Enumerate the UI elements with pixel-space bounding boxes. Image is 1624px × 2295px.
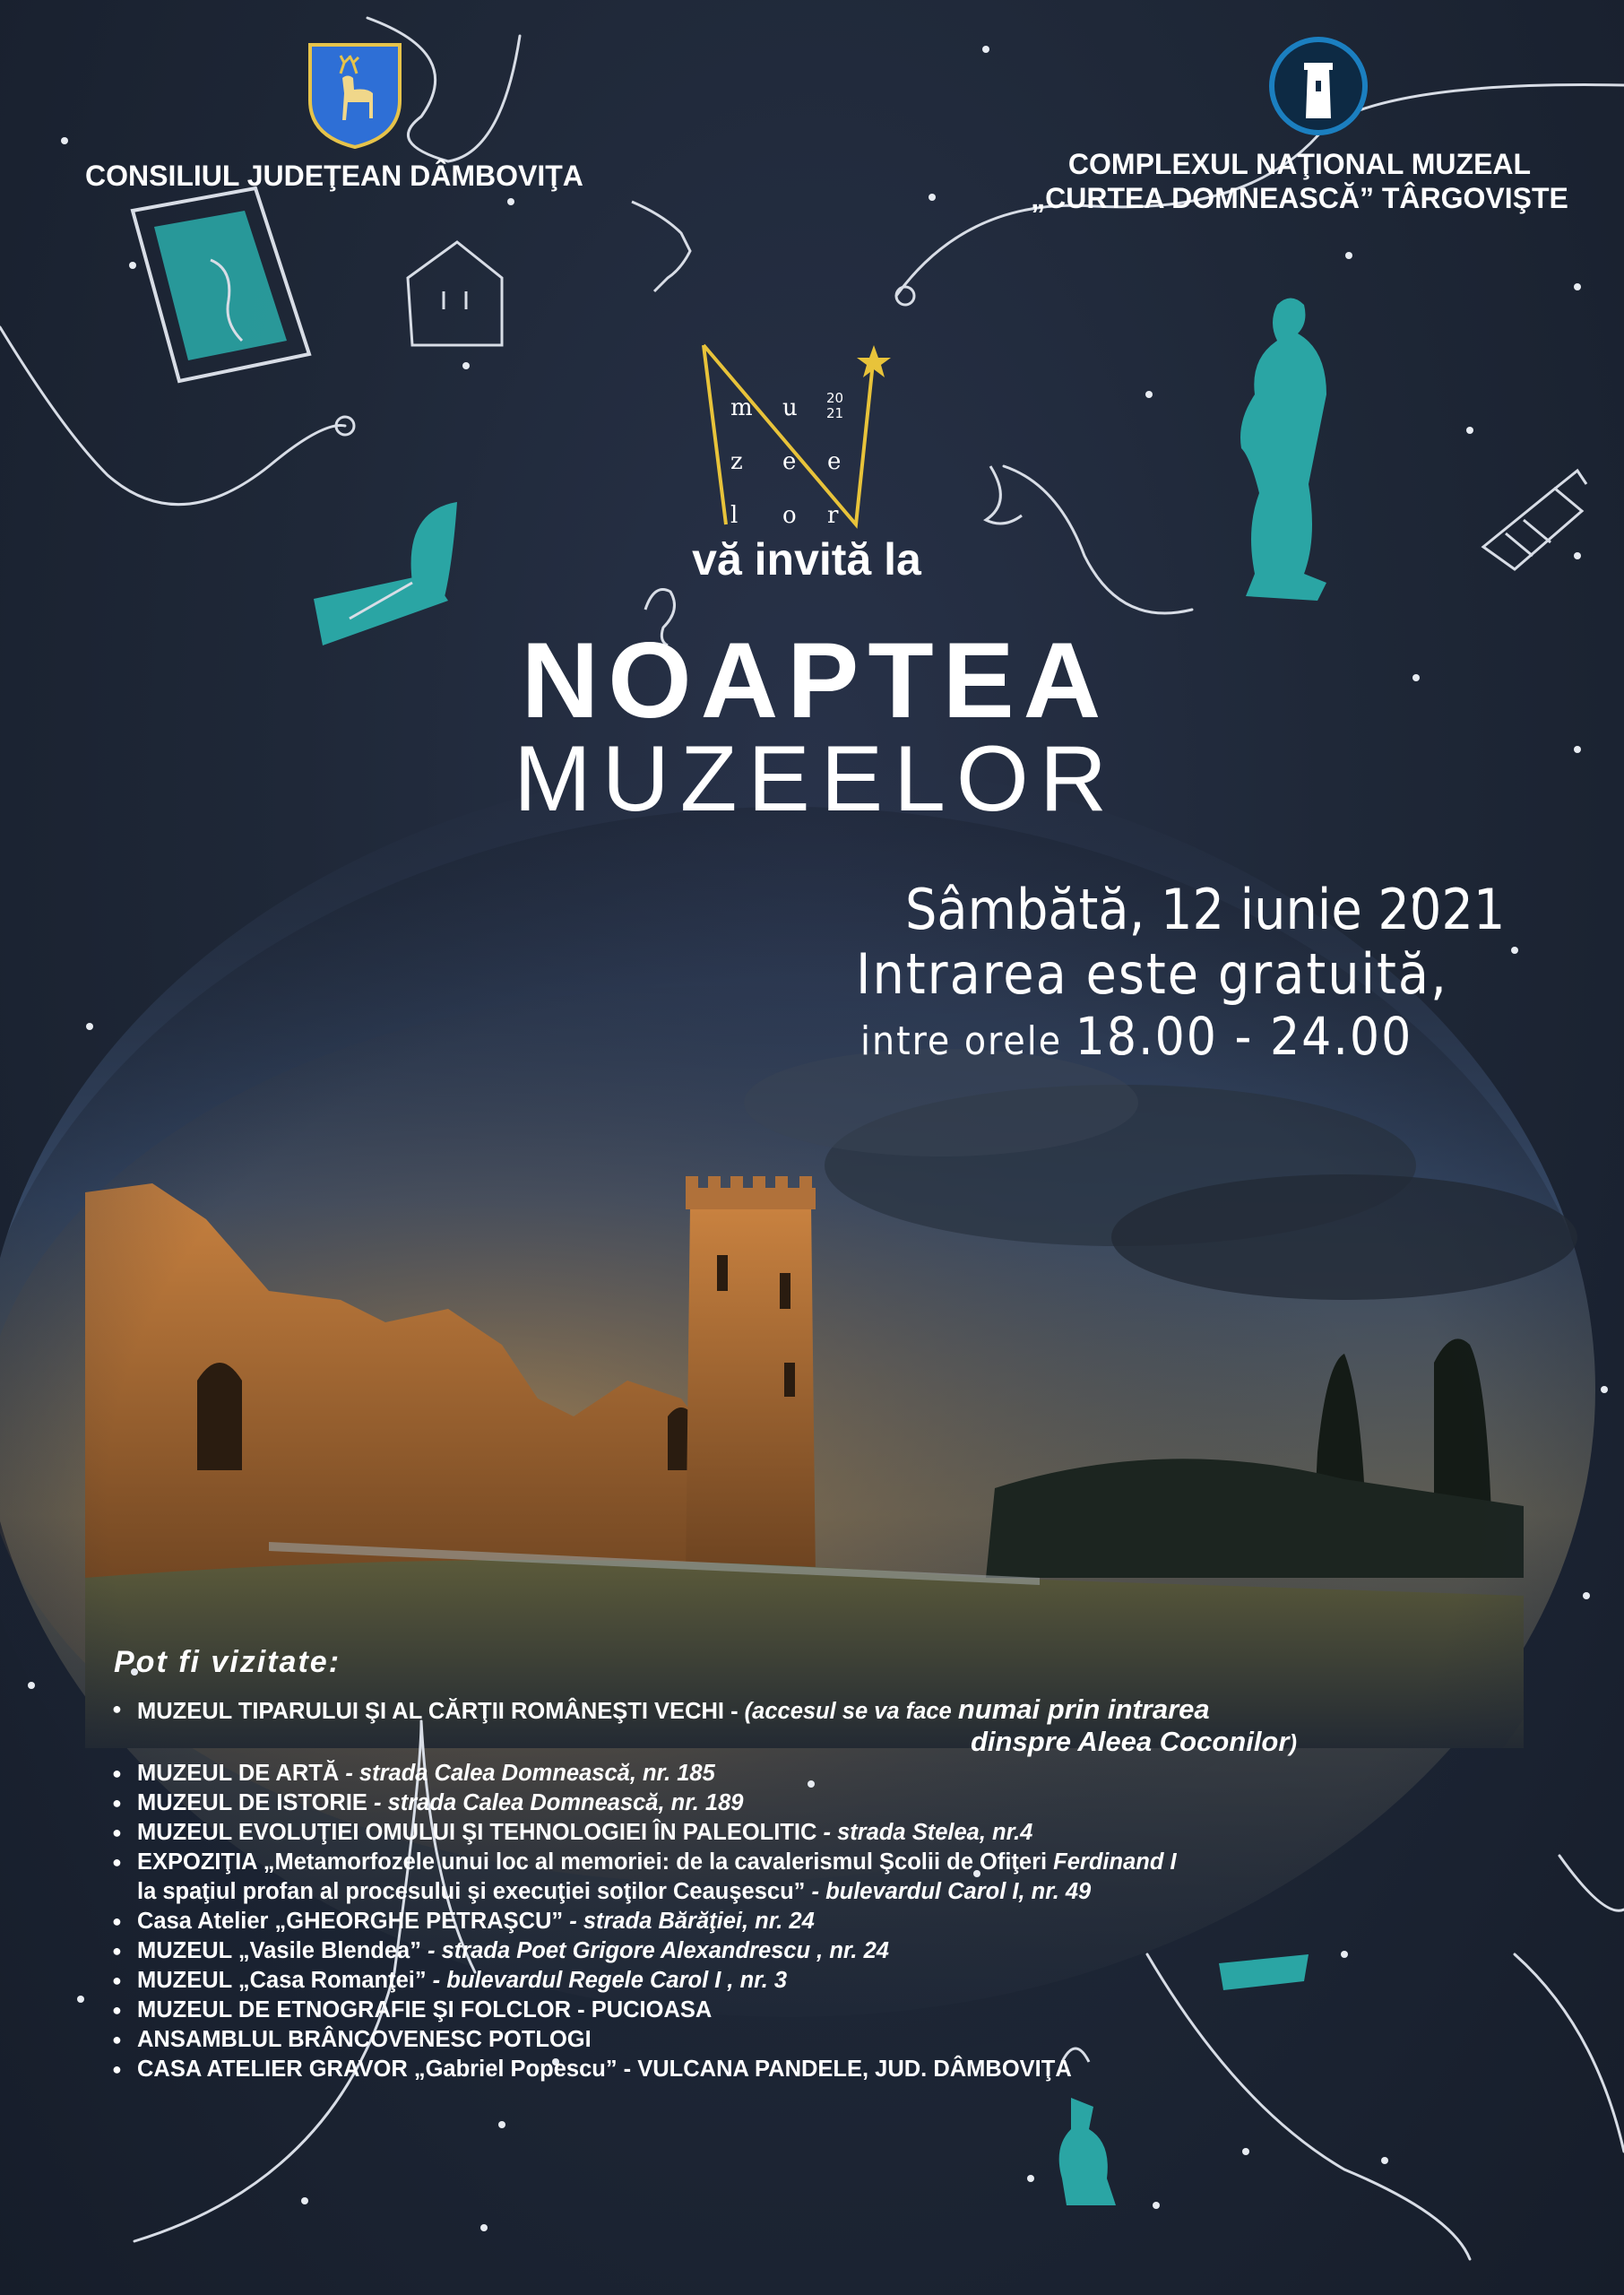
museum-address: - strada Bărăţiei, nr. 24: [563, 1909, 815, 1934]
list-item: [112, 1788, 1582, 1818]
museum-note: ): [1289, 1731, 1297, 1756]
museum-note: (accesul se va face: [744, 1699, 958, 1724]
title-line-1: NOAPTEA: [521, 620, 1110, 740]
logo-letter: z: [730, 448, 743, 475]
list-item: [112, 1759, 1582, 1788]
deer-coat-of-arms-icon: [305, 38, 405, 150]
house-outline-icon: [408, 242, 502, 345]
museum-address: - bulevardul Carol I, nr. 49: [805, 1879, 1092, 1904]
museum-name-italic: Ferdinand I: [1053, 1849, 1177, 1875]
museum-name: CASA ATELIER GRAVOR „Gabriel Popescu” - VULCANA PANDELE, JUD. DÂMBOVIŢA: [137, 2057, 1072, 2082]
right-organization-line-2: „CURTEA DOMNEASCĂ” TÂRGOVIŞTE: [1031, 181, 1568, 214]
museum-name: MUZEUL „Vasile Blendea”: [137, 1938, 421, 1963]
quote-close: ”: [793, 1879, 806, 1904]
museum-note: dinspre Aleea Coconilor: [971, 1726, 1290, 1757]
logo-letter: e: [827, 448, 842, 475]
hours-prefix: intre orele: [860, 1018, 1063, 1064]
museum-name: MUZEUL EVOLUŢIEI OMULUI ŞI TEHNOLOGIEI ÎN PALEOLITIC: [137, 1820, 817, 1845]
event-date: Sâmbătă, 12 iunie 2021: [905, 877, 1506, 942]
museum-name: MUZEUL „Casa Romanţei”: [137, 1968, 427, 1993]
museums-heading: Pot fi vizitate:: [114, 1645, 341, 1679]
logo-year-top: 20: [826, 390, 844, 406]
lipstick-icon: [1483, 471, 1586, 569]
list-item: [112, 1966, 1582, 1996]
logo-letter: e: [782, 448, 797, 475]
portrait-frame-icon: [133, 188, 309, 381]
invite-text: vă invită la: [692, 534, 921, 585]
title-line-2: MUZEELOR: [514, 727, 1118, 831]
right-organization-name: [1013, 148, 1586, 216]
list-item: [112, 1848, 1582, 1907]
logo-letter: l: [730, 502, 739, 529]
museum-name: Casa Atelier „GHEORGHE PETRAŞCU”: [137, 1909, 564, 1934]
list-item: [112, 1907, 1582, 1936]
right-organization-line-1: COMPLEXUL NAŢIONAL MUZEAL: [1067, 148, 1532, 180]
museum-name: MUZEUL TIPARULUI ŞI AL CĂRŢII ROMÂNEŞTI VECHI -: [137, 1699, 745, 1724]
tower-badge-icon: [1268, 36, 1369, 136]
entry-note: Intrarea este gratuită,: [856, 941, 1448, 1007]
list-item: [112, 2025, 1582, 2055]
museum-name: ANSAMBLUL BRÂNCOVENESC POTLOGI: [137, 2027, 592, 2052]
museum-address: - bulevardul Regele Carol I , nr. 3: [426, 1968, 788, 1993]
logo-letter: m: [730, 394, 753, 421]
museum-note: numai prin intrarea: [957, 1693, 1210, 1725]
museum-address: - strada Stelea, nr.4: [816, 1820, 1033, 1845]
left-organization-name: CONSILIUL JUDEŢEAN DÂMBOVIŢA: [85, 160, 583, 192]
museum-name: EXPOZIŢIA „Metamorfozele unui loc al memoriei: de la cavalerismul Şcolii de Ofiţeri: [137, 1849, 1054, 1875]
museum-list: [112, 1694, 1582, 2084]
museum-name-line-2: la spaţiul profan al procesului şi execuţiei soţilor Ceauşescu: [137, 1879, 794, 1904]
museum-name: MUZEUL DE ARTĂ: [137, 1761, 340, 1786]
logo-letter: o: [782, 502, 797, 529]
event-hours: [860, 1006, 1412, 1067]
list-item: [112, 1694, 1582, 1759]
museum-address: - strada Calea Domnească, nr. 185: [339, 1761, 715, 1786]
list-item: [112, 1818, 1582, 1848]
museum-name: MUZEUL DE ETNOGRAFIE ŞI FOLCLOR - PUCIOASA: [137, 1997, 713, 2022]
logo-letter: u: [782, 394, 798, 421]
logo-year-bottom: 21: [826, 405, 844, 421]
logo-letter: r: [827, 502, 839, 529]
event-logo-letters: [713, 390, 856, 529]
list-item: [112, 1936, 1582, 1966]
list-item: [112, 2055, 1582, 2084]
small-ring-icon: [896, 287, 914, 305]
museum-address: - strada Calea Domnească, nr. 189: [367, 1790, 744, 1815]
list-item: [112, 1996, 1582, 2025]
museum-address: - strada Poet Grigore Alexandrescu , nr. 24: [420, 1938, 889, 1963]
statue-venus-icon: [1240, 299, 1326, 602]
museum-name: MUZEUL DE ISTORIE: [137, 1790, 367, 1815]
hours-value: 18.00 - 24.00: [1075, 1006, 1413, 1067]
